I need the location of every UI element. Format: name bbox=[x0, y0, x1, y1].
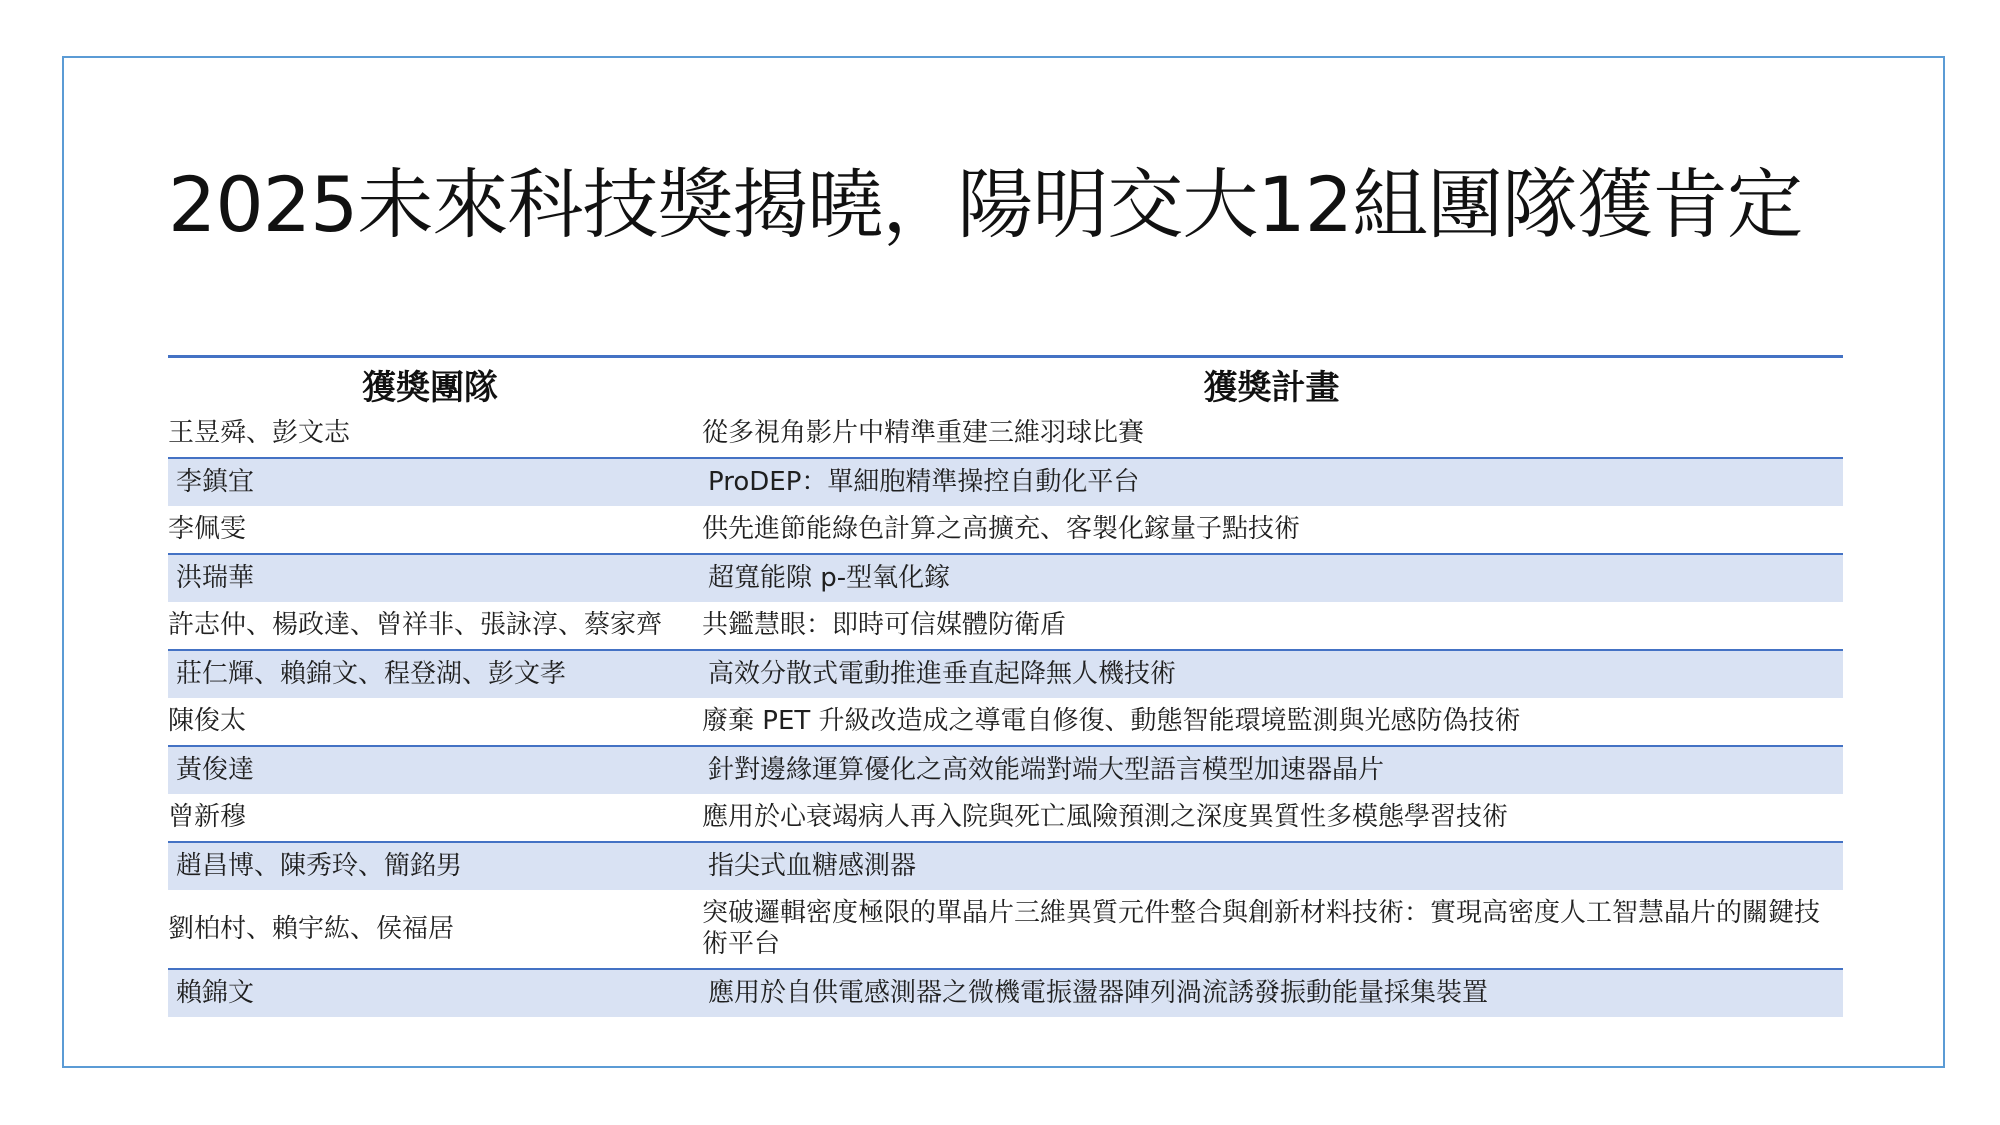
team-cell: 李佩雯 bbox=[168, 506, 700, 554]
team-cell: 王昱舜、彭文志 bbox=[168, 410, 700, 458]
project-cell: 針對邊緣運算優化之高效能端對端大型語言模型加速器晶片 bbox=[700, 746, 1843, 794]
project-cell: 高效分散式電動推進垂直起降無人機技術 bbox=[700, 650, 1843, 698]
project-cell: 突破邏輯密度極限的單晶片三維異質元件整合與創新材料技術：實現高密度人工智慧晶片的關鍵技術平台 bbox=[700, 890, 1843, 969]
header-project: 獲獎計畫 bbox=[700, 357, 1843, 411]
project-cell: ProDEP：單細胞精準操控自動化平台 bbox=[700, 458, 1843, 506]
project-cell: 供先進節能綠色計算之高擴充、客製化鎵量子點技術 bbox=[700, 506, 1843, 554]
project-cell: 超寬能隙 p-型氧化鎵 bbox=[700, 554, 1843, 602]
team-cell: 洪瑞華 bbox=[168, 554, 700, 602]
table-row bbox=[168, 794, 1843, 842]
header-team: 獲獎團隊 bbox=[168, 357, 700, 411]
table-row bbox=[168, 698, 1843, 746]
table-row bbox=[168, 506, 1843, 554]
table-header-row bbox=[168, 357, 1843, 411]
project-cell: 應用於自供電感測器之微機電振盪器陣列渦流誘發振動能量採集裝置 bbox=[700, 969, 1843, 1017]
project-cell: 指尖式血糖感測器 bbox=[700, 842, 1843, 890]
table-row bbox=[168, 458, 1843, 506]
team-cell: 李鎮宜 bbox=[168, 458, 700, 506]
table-row bbox=[168, 969, 1843, 1017]
table-row bbox=[168, 602, 1843, 650]
team-cell: 劉柏村、賴宇紘、侯福居 bbox=[168, 890, 700, 969]
table-row bbox=[168, 842, 1843, 890]
table-row bbox=[168, 650, 1843, 698]
slide-title: 2025未來科技獎揭曉，陽明交大12組團隊獲肯定 bbox=[168, 160, 1803, 249]
team-cell: 陳俊太 bbox=[168, 698, 700, 746]
project-cell: 廢棄 PET 升級改造成之導電自修復、動態智能環境監測與光感防偽技術 bbox=[700, 698, 1843, 746]
team-cell: 黃俊達 bbox=[168, 746, 700, 794]
project-cell: 從多視角影片中精準重建三維羽球比賽 bbox=[700, 410, 1843, 458]
award-table bbox=[168, 355, 1843, 1017]
project-cell: 共鑑慧眼：即時可信媒體防衛盾 bbox=[700, 602, 1843, 650]
table-row bbox=[168, 410, 1843, 458]
team-cell: 賴錦文 bbox=[168, 969, 700, 1017]
project-cell: 應用於心衰竭病人再入院與死亡風險預測之深度異質性多模態學習技術 bbox=[700, 794, 1843, 842]
table-row bbox=[168, 554, 1843, 602]
team-cell: 曾新穆 bbox=[168, 794, 700, 842]
table-row bbox=[168, 746, 1843, 794]
team-cell: 趙昌博、陳秀玲、簡銘男 bbox=[168, 842, 700, 890]
team-cell: 許志仲、楊政達、曾祥非、張詠淳、蔡家齊 bbox=[168, 602, 700, 650]
team-cell: 莊仁輝、賴錦文、程登湖、彭文孝 bbox=[168, 650, 700, 698]
table-row bbox=[168, 890, 1843, 969]
